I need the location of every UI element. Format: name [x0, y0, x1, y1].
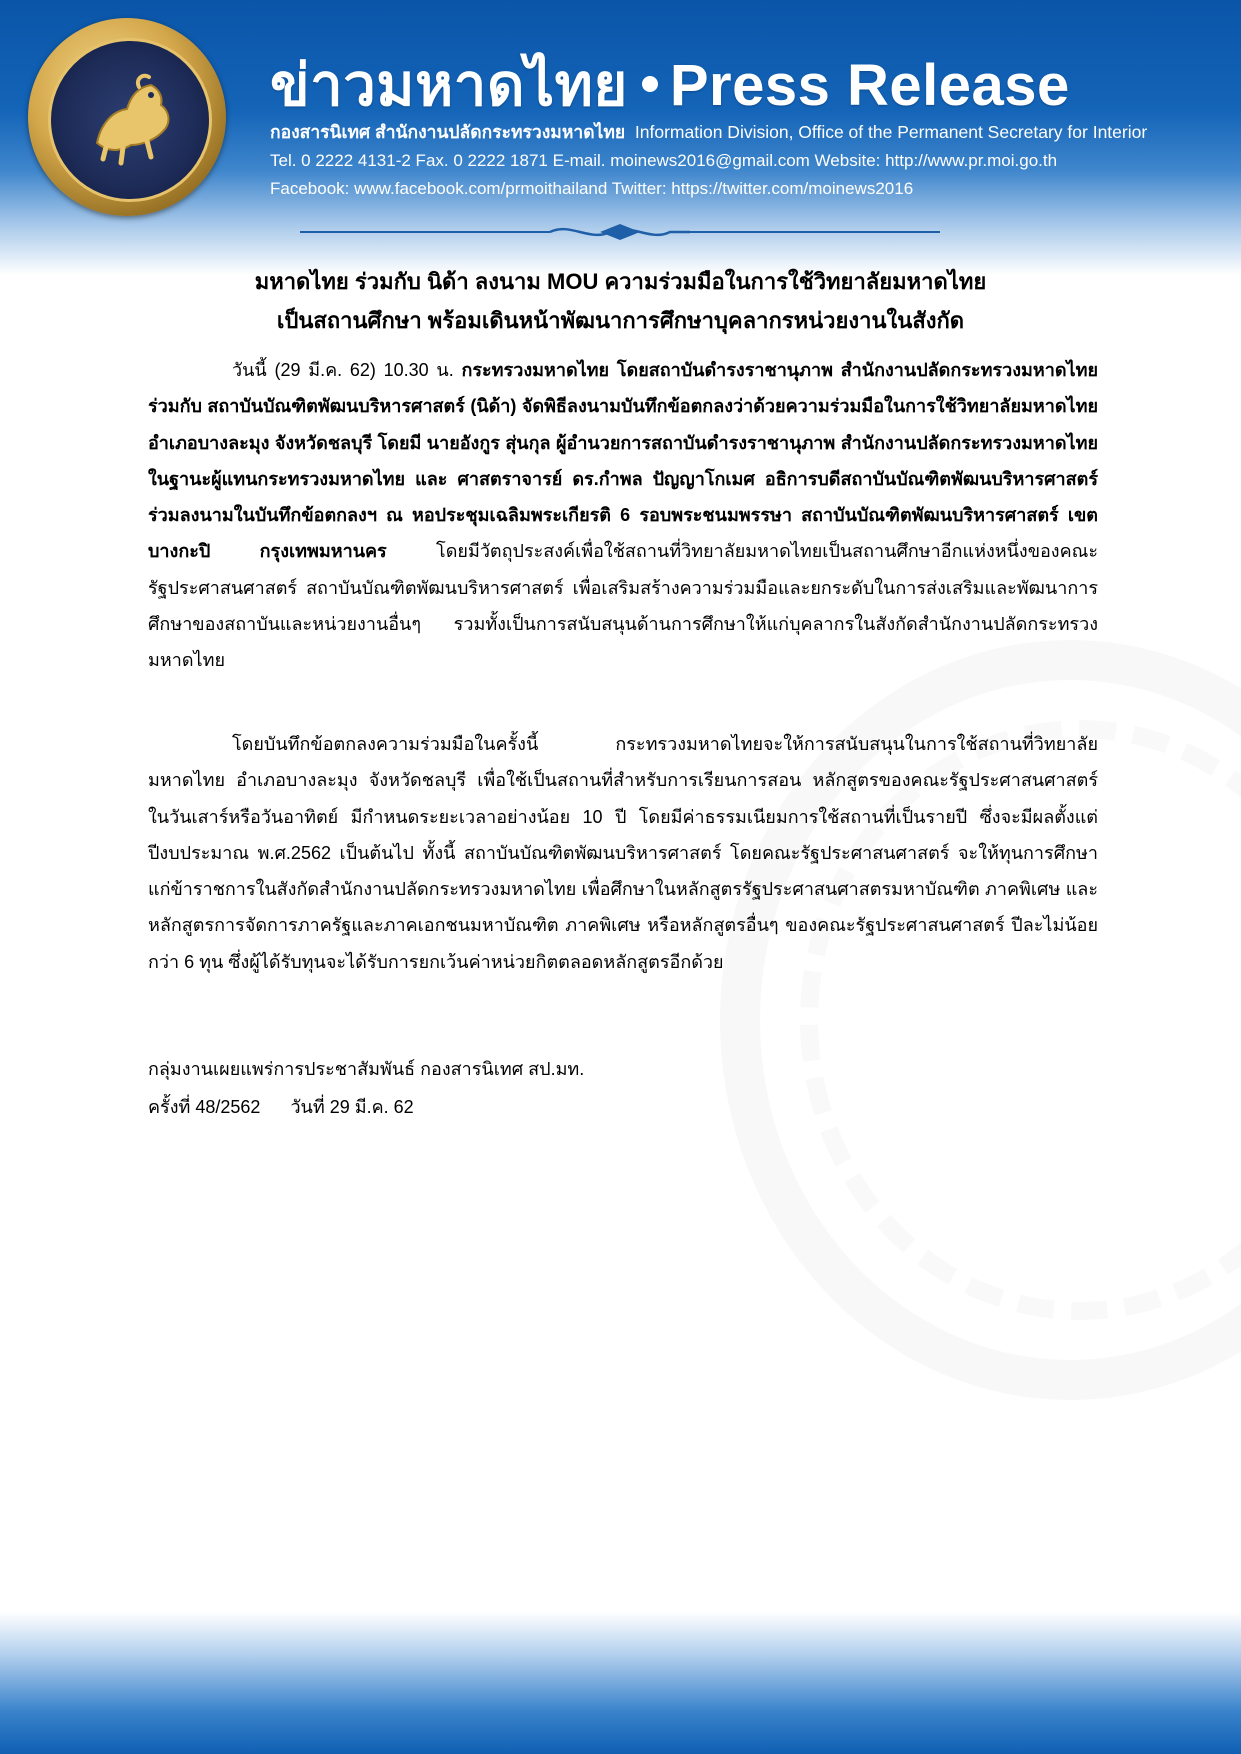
org-english: Information Division, Office of the Permanent Secretary for Interior	[634, 122, 1148, 142]
headline-line-2: เป็นสถานศึกษา พร้อมเดินหน้าพัฒนาการศึกษาบุคลากรหน่วยงานในสังกัด	[276, 308, 965, 333]
ministry-seal-logo	[28, 18, 226, 216]
social-line: Facebook: www.facebook.com/prmoithailand Twitter: https://twitter.com/moinews2016	[270, 179, 914, 198]
p1-intro: วันนี้ (29 มี.ค. 62) 10.30 น.	[232, 360, 462, 380]
title-thai: ข่าวมหาดไทย	[270, 51, 628, 119]
divider-ornament-icon	[300, 220, 940, 244]
headline-line-1: มหาดไทย ร่วมกับ นิด้า ลงนาม MOU ความร่วมมือในการใช้วิทยาลัยมหาดไทย	[254, 269, 987, 294]
p1-bold: กระทรวงมหาดไทย โดยสถาบันดำรงราชานุภาพ สำนักงานปลัดกระทรวงมหาดไทย ร่วมกับ สถาบันบัณฑิตพัฒนบริหารศาสตร์ (นิด้า) จัดพิธีลงนามบันทึกข้อตกลงว่าด้วยความร่วมมือในการใช้วิทยาลัยมหาดไทย อำเภอบางละมุง จังหวัดชลบุรี โดยมี นายอังกูร สุ่นกุล ผู้อำนวยการสถาบันดำรงราชานุภาพ สำนักงานปลัดกระทรวงมหาดไทย ในฐานะผู้แทนกระทรวงมหาดไทย และ ศาสตราจารย์ ดร.กำพล ปัญญาโกเมศ อธิการบดีสถาบันบัณฑิตพัฒนบริหารศาสตร์ ร่วมลงนามในบันทึกข้อตกลงฯ ณ หอประชุมเฉลิมพระเกียรติ 6 รอบพระชนมพรรษา สถาบันบัณฑิตพัฒนบริหารศาสตร์ เขตบางกะปิ กรุงเทพมหานคร	[148, 360, 1098, 562]
title-english: Press Release	[669, 53, 1070, 118]
org-thai: กองสารนิเทศ สำนักงานปลัดกระทรวงมหาดไทย	[270, 122, 626, 142]
p1-rest: โดยมีวัตถุประสงค์เพื่อใช้สถานที่วิทยาลัยมหาดไทยเป็นสถานศึกษาอีกแห่งหนึ่งของคณะรัฐประศาสนศาสตร์ สถาบันบัณฑิตพัฒนบริหารศาสตร์ เพื่อเสริมสร้างความร่วมมือและยกระดับในการส่งเสริมและพัฒนาการศึกษาของสถาบันและหน่วยงานอื่นๆ รวมทั้งเป็นการสนับสนุนด้านการศึกษาให้แก่บุคลากรในสังกัดสำนักงานปลัดกระทรวงมหาดไทย	[148, 541, 1099, 671]
organization-line	[270, 118, 1147, 146]
body-paragraph-2: โดยบันทึกข้อตกลงความร่วมมือในครั้งนี้ กระทรวงมหาดไทยจะให้การสนับสนุนในการใช้สถานที่วิทยาลัยมหาดไทย อำเภอบางละมุง จังหวัดชลบุรี เพื่อใช้เป็นสถานที่สำหรับการเรียนการสอน หลักสูตรของคณะรัฐประศาสนศาสตร์ ในวันเสาร์หรือวันอาทิตย์ มีกำหนดระยะเวลาอย่างน้อย 10 ปี โดยมีค่าธรรมเนียมการใช้สถานที่เป็นรายปี ซึ่งจะมีผลตั้งแต่ปีงบประมาณ พ.ศ.2562 เป็นต้นไป ทั้งนี้ สถาบันบัณฑิตพัฒนบริหารศาสตร์ โดยคณะรัฐประศาสนศาสตร์ จะให้ทุนการศึกษาแก่ข้าราชการในสังกัดสำนักงานปลัดกระทรวงมหาดไทย เพื่อศึกษาในหลักสูตรรัฐประศาสนศาสตรมหาบัณฑิต ภาคพิเศษ และหลักสูตรการจัดการภาครัฐและภาคเอกชนมหาบัณฑิต ภาคพิเศษ หรือหลักสูตรอื่นๆ ของคณะรัฐประศาสนศาสตร์ ปีละไม่น้อยกว่า 6 ทุน ซึ่งผู้ได้รับทุนจะได้รับการยกเว้นค่าหน่วยกิตตลอดหลักสูตรอีกด้วย	[148, 734, 1098, 972]
contact-line: Tel. 0 2222 4131-2 Fax. 0 2222 1871 E-mail. moinews2016@gmail.com Website: http://www.pr.moi.go.th	[270, 151, 1058, 170]
rajasiha-icon	[77, 65, 187, 175]
issuing-unit: กลุ่มงานเผยแพร่การประชาสัมพันธ์ กองสารนิเทศ สป.มท.	[148, 1059, 585, 1079]
issue-number: ครั้งที่ 48/2562	[148, 1097, 261, 1117]
issue-date: วันที่ 29 มี.ค. 62	[290, 1097, 414, 1117]
title-dot	[642, 76, 658, 92]
body-paragraph-1	[148, 352, 1098, 679]
issue-line	[148, 1092, 414, 1121]
footer-banner	[0, 1612, 1241, 1754]
